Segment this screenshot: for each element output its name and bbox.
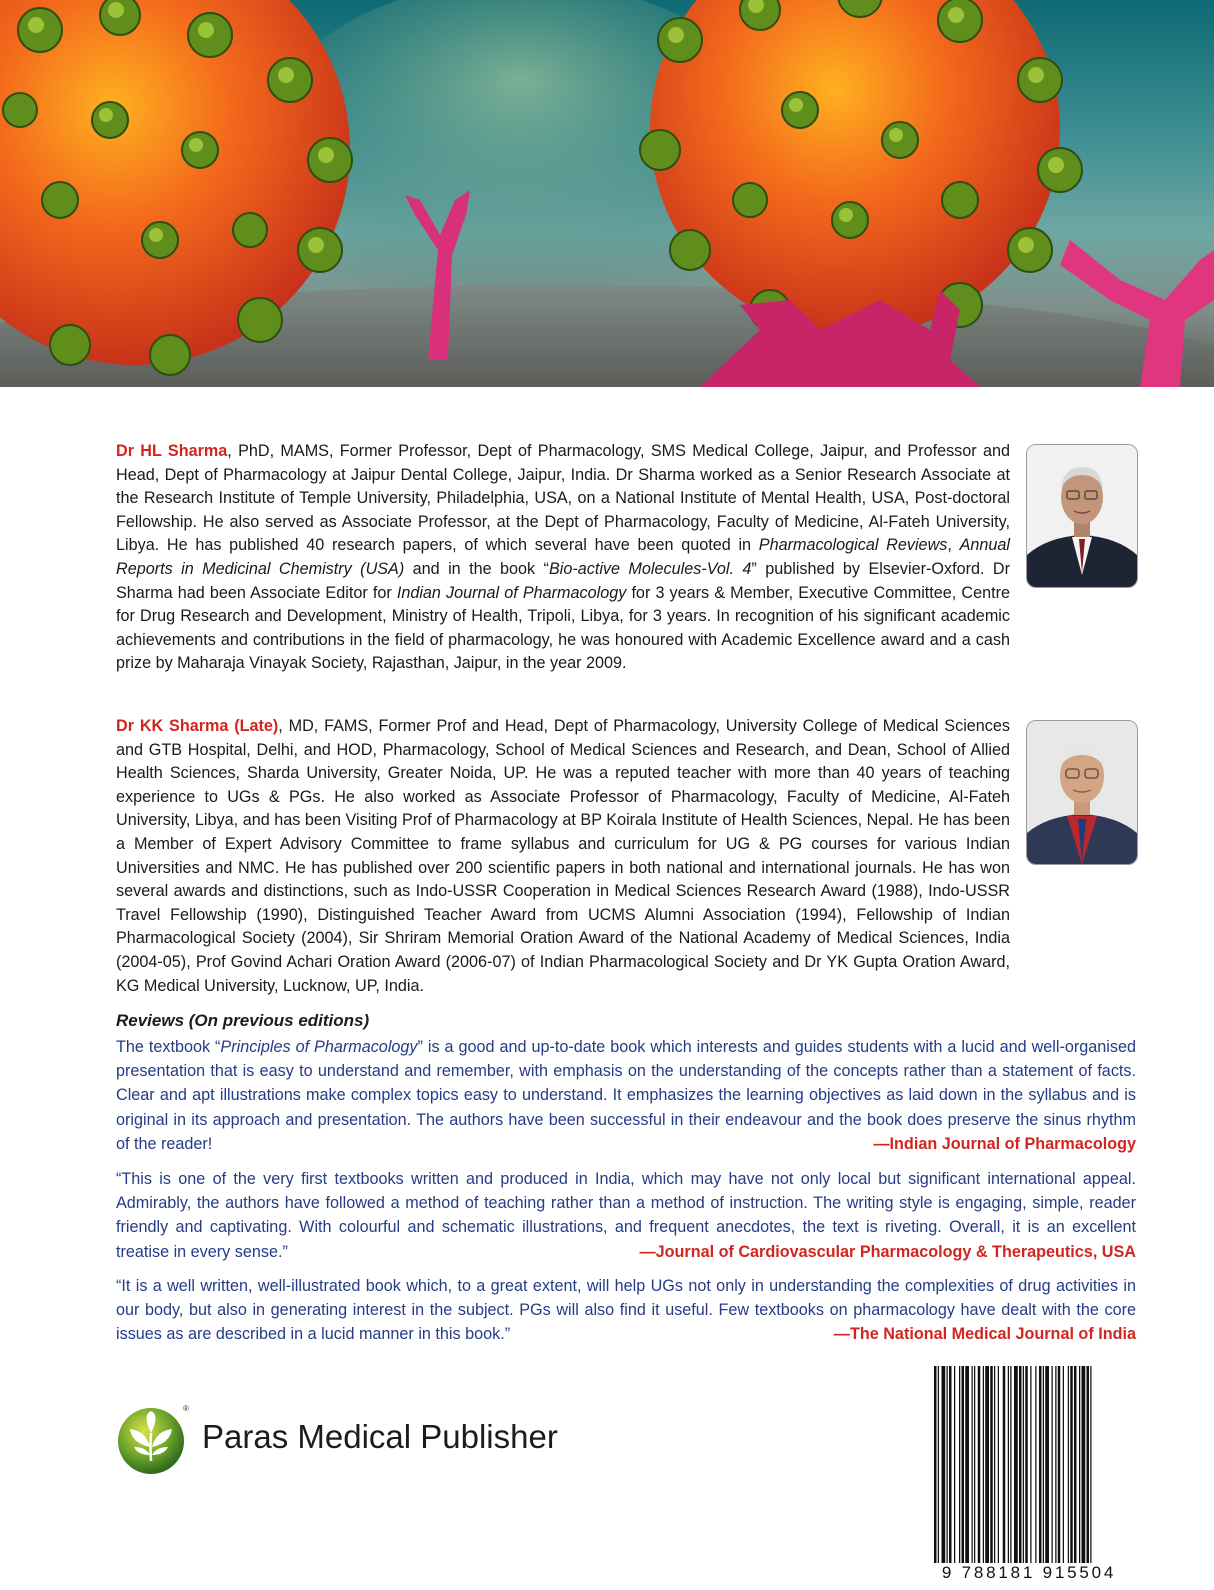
review-source: —The National Medical Journal of India bbox=[833, 1325, 1136, 1344]
isbn-barcode bbox=[934, 1366, 1139, 1587]
barcode-bar bbox=[990, 1366, 993, 1566]
barcode-bar bbox=[972, 1366, 973, 1566]
barcode-bar bbox=[1052, 1366, 1053, 1566]
barcode-bar bbox=[938, 1366, 939, 1566]
barcode-bar bbox=[1055, 1366, 1056, 1566]
barcode-bar bbox=[942, 1366, 946, 1566]
barcode-bar bbox=[1039, 1366, 1042, 1566]
barcode-bar bbox=[1045, 1366, 1049, 1566]
author-portrait-icon bbox=[1027, 445, 1137, 587]
barcode-bar bbox=[1008, 1366, 1009, 1566]
cover-hero-image bbox=[0, 0, 1214, 387]
barcode-bar bbox=[974, 1366, 975, 1566]
barcode-bar bbox=[1079, 1366, 1080, 1566]
barcode-bar bbox=[934, 1366, 937, 1566]
barcode-bar bbox=[1087, 1366, 1090, 1566]
review-cardiovascular-journal bbox=[116, 1167, 1136, 1264]
bio-text: and in the book “ bbox=[404, 559, 549, 578]
barcode-bar bbox=[1070, 1366, 1073, 1566]
virus-illustration bbox=[0, 0, 1214, 387]
barcode-bar bbox=[983, 1366, 984, 1566]
publisher-logo bbox=[116, 1403, 189, 1476]
review-text: “It is a well written, well-illustrated book which, to a great extent, will help UGs not only in understanding the complexities of drug activities in our body, but also in generating interest in the subject. PGs will also find it useful. Few textbooks on pharmacology have dealt with the core issues as are described in a lucid manner in this book.” bbox=[116, 1277, 1136, 1344]
barcode-bar bbox=[1025, 1366, 1028, 1566]
barcode-bar bbox=[1082, 1366, 1086, 1566]
barcode-bar bbox=[978, 1366, 981, 1566]
barcode-bar bbox=[1043, 1366, 1044, 1566]
barcode-bar bbox=[1003, 1366, 1006, 1566]
bio-text: , PhD, MAMS, Former Professor, Dept of Pharmacology, SMS Medical College, Jaipur, and Professor and Head, Dept of Pharmacology at Jaipur Dental College, Jaipur, India. Dr Sharma worked as a Senior Research Associate at the Research Institute of Temple University, Philadelphia, USA, on a National Institute of Mental Health, USA, Post-doctoral Fellowship. He also served as Associate Professor, at the Dept of Pharmacology, Faculty of Medicine, Al-Fateh University, Libya. He has published 40 research papers, of which several have been quoted in bbox=[116, 442, 1010, 555]
barcode-bar bbox=[985, 1366, 989, 1566]
review-indian-journal bbox=[116, 1035, 1136, 1156]
barcode-bar bbox=[1063, 1366, 1064, 1566]
barcode-bar bbox=[949, 1366, 952, 1566]
reviews-heading: Reviews (On previous editions) bbox=[116, 1011, 370, 1030]
barcode-bar bbox=[1068, 1366, 1069, 1566]
barcode-bar bbox=[1010, 1366, 1011, 1566]
barcode-bar bbox=[994, 1366, 995, 1566]
barcode-bar bbox=[1090, 1366, 1091, 1566]
author-bio-kk-sharma bbox=[116, 715, 1010, 998]
review-text: The textbook “ bbox=[116, 1038, 221, 1056]
registered-mark: ® bbox=[183, 1404, 189, 1413]
barcode-bar bbox=[998, 1366, 999, 1566]
barcode-bar bbox=[954, 1366, 955, 1566]
barcode-bar bbox=[959, 1366, 960, 1566]
barcode-bar bbox=[1030, 1366, 1031, 1566]
bio-italic-title: Bio-active Molecules-Vol. 4 bbox=[548, 559, 752, 578]
barcode-bars bbox=[934, 1366, 1139, 1566]
bio-text: ” published by Elsevier-Oxford. Dr Sharma had been Associate Editor for bbox=[116, 559, 1010, 602]
author-photo-hl-sharma bbox=[1026, 444, 1138, 588]
barcode-bar bbox=[947, 1366, 948, 1566]
author-portrait-icon bbox=[1027, 721, 1137, 864]
bio-italic-title: Annual Reports in Medicinal Chemistry (USA) bbox=[116, 536, 1010, 578]
review-source: —Journal of Cardiovascular Pharmacology & Therapeutics, USA bbox=[639, 1242, 1136, 1261]
review-text: ” is a good and up-to-date book which interests and guides students with a lucid and well-organised presentation that is easy to understand and remember, with emphasis on the understanding of the concepts rather than a statement of facts. Clear and apt illustrations make complex topics easy to understand. It emphasizes the learning objectives as laid down in the syllabus and is original in its approach and presentation. The authors have been successful in their endeavour and the book does preserve the sinus rhythm of the reader! bbox=[116, 1038, 1136, 1153]
author-name: Dr HL Sharma bbox=[116, 442, 228, 460]
bio-text: , MD, FAMS, Former Prof and Head, Dept of Pharmacology, University College of Medical Sciences and GTB Hospital, Delhi, and HOD, Pharmacology, School of Medical Sciences and Research, and Dean, School of Allied Health Sciences, Sharda University, Greater Noida, UP. He was a reputed teacher with more than 40 years of teaching experience to UGs & PGs. He also worked as Associate Professor of Pharmacology, Faculty of Medicine, Al-Fateh University, Libya, and has been Visiting Prof of Pharmacology at BP Koirala Institute of Health Sciences, Nepal. He has been a Member of Expert Advisory Committee to frame syllabus and curriculum for UG & PG courses for various Indian Universities and NMC. He has published over 200 scientific papers in both national and international journals. He has won several awards and distinctions, such as Indo-USSR Cooperation in Medical Sciences Research Award (1988), Indo-USSR Travel Fellowship (1990), Distinguished Teacher Award from UCMS Alumni Association (1994), Fellowship of Indian Pharmacological Society (2004), Sir Shriram Memorial Oration Award of the National Academy of Medical Sciences, India (2004-05), Prof Govind Achari Oration Award (2006-07) of Indian Pharmacological Society and Dr YK Gupta Oration Award, KG Medical University, Lucknow, UP, India. bbox=[116, 717, 1010, 995]
bio-italic-title: Indian Journal of Pharmacology bbox=[396, 583, 627, 602]
review-text: “This is one of the very first textbooks written and produced in India, which may have not only local but significant international appeal. Admirably, the authors have followed a method of teaching rather than a method of instruction. The writing style is engaging, simple, reader friendly and captivating. With colourful and schematic illustrations, and frequent anecdotes, the text is riveting. Overall, it is an excellent treatise in every sense.” bbox=[116, 1170, 1136, 1261]
barcode-bar bbox=[1014, 1366, 1018, 1566]
author-bio-hl-sharma bbox=[116, 440, 1010, 676]
barcode-bar bbox=[1019, 1366, 1022, 1566]
review-national-medical-journal bbox=[116, 1274, 1136, 1347]
bio-italic-title: Pharmacological Reviews bbox=[758, 536, 948, 555]
barcode-bar bbox=[1074, 1366, 1077, 1566]
barcode-bar bbox=[1023, 1366, 1024, 1566]
author-photo-kk-sharma bbox=[1026, 720, 1138, 865]
author-name: Dr KK Sharma (Late) bbox=[116, 717, 279, 735]
barcode-bar bbox=[965, 1366, 969, 1566]
barcode-bar bbox=[1058, 1366, 1061, 1566]
bio-text: for 3 years & Member, Executive Committee, Centre for Drug Research and Development, Ministry of Health, Tripoli, Libya, for 3 years. In recognition of his significant academic achievements and contributions in the field of pharmacology, he was honoured with Academic Excellence award and a cash prize by Maharaja Vinayak Society, Rajasthan, Jaipur, in the year 2009. bbox=[116, 583, 1010, 673]
barcode-bar bbox=[962, 1366, 965, 1566]
barcode-digits: 9 788181 915504 bbox=[914, 1563, 1144, 1583]
review-book-title: Principles of Pharmacology bbox=[220, 1038, 418, 1056]
review-source: —Indian Journal of Pharmacology bbox=[873, 1134, 1136, 1153]
leaf-sprout-logo-icon bbox=[116, 1403, 189, 1476]
barcode-bar bbox=[1035, 1366, 1036, 1566]
publisher-name: Paras Medical Publisher bbox=[202, 1418, 558, 1455]
bio-text: , bbox=[947, 536, 960, 555]
